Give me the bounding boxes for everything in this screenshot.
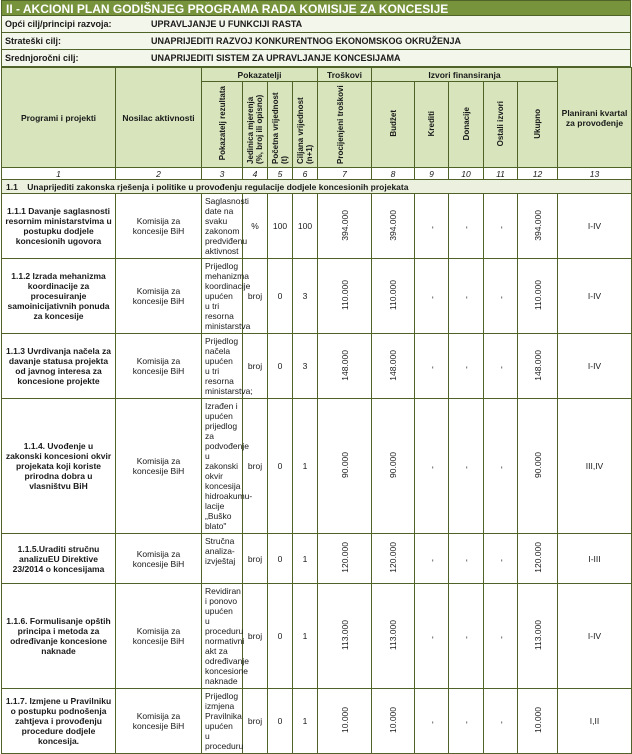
budget-cell	[372, 689, 415, 754]
header-estimated-costs	[318, 82, 372, 168]
header-result-indicator	[202, 82, 243, 168]
strategic-goal-row	[1, 33, 631, 50]
section-heading	[2, 180, 632, 194]
total-cell-text: 394.000	[532, 209, 543, 241]
budget-cell	[372, 259, 415, 334]
header-budget-text: Budžet	[388, 110, 398, 137]
column-number: 5	[268, 168, 293, 180]
header-funding-sources: Izvori finansiranja	[372, 68, 558, 82]
planned-quarter-cell: I,II	[558, 689, 632, 754]
target-value-cell: 1	[293, 399, 318, 534]
donations-cell-text: -	[461, 721, 471, 724]
estimated-costs-cell	[318, 399, 372, 534]
table-body	[2, 168, 632, 754]
budget-cell	[372, 334, 415, 399]
header-holder: Nosilac aktivnosti	[116, 68, 202, 168]
header-target-value-text: Ciljana vrijednost (n+1)	[296, 96, 314, 164]
estimated-costs-cell-text: 10.000	[339, 707, 350, 733]
donations-cell	[449, 194, 484, 259]
result-indicator-cell: Prijedlog načela upućen u tri resorna ministarstva;	[202, 334, 243, 399]
loans-cell	[415, 259, 449, 334]
target-value-cell: 1	[293, 584, 318, 689]
estimated-costs-cell-text: 120.000	[339, 542, 350, 573]
general-goal-row	[1, 16, 631, 33]
planned-quarter-cell: I-IV	[558, 584, 632, 689]
other-sources-cell	[484, 689, 518, 754]
total-cell	[518, 689, 558, 754]
goal-value: UNAPRIJEDITI SISTEM ZA UPRAVLJANJE KONCESIJAMA	[151, 53, 401, 63]
estimated-costs-cell-text: 110.000	[339, 279, 350, 311]
holder-cell: Komisija za koncesije BiH	[116, 259, 202, 334]
loans-cell	[415, 194, 449, 259]
total-cell-text: 113.000	[532, 619, 543, 651]
budget-cell	[372, 399, 415, 534]
donations-cell-text: -	[461, 466, 471, 469]
loans-cell-text: -	[426, 466, 437, 469]
donations-cell	[449, 259, 484, 334]
column-number: 2	[116, 168, 202, 180]
initial-value-cell: 0	[268, 689, 293, 754]
total-cell	[518, 194, 558, 259]
result-indicator-cell: Revidiran i ponovo upućen u proceduru normativni akt za određivanje koncesione naknade	[202, 584, 243, 689]
result-indicator-cell: Prijedlog izmjena Pravilnika upućen u proceduru	[202, 689, 243, 754]
header-other-sources-text: Ostali izvori	[496, 100, 505, 147]
donations-cell-text: -	[461, 558, 471, 562]
initial-value-cell: 0	[268, 334, 293, 399]
header-budget	[372, 82, 415, 168]
loans-cell	[415, 534, 449, 584]
loans-cell	[415, 689, 449, 754]
unit-cell: broj	[243, 334, 268, 399]
program-cell: 1.1.2 Izrada mehanizma koordinacije za procesuiranje samoinicijativnih ponuda za koncesije	[2, 259, 116, 334]
donations-cell-text: -	[461, 296, 471, 299]
header-estimated-costs-text: Procijenjeni troškovi	[335, 84, 345, 164]
header-other-sources	[484, 82, 518, 168]
program-cell: 1.1.7. Izmjene u Pravilniku o postupku podnošenja zahtjeva i provođenju procedure dodjele koncesija.	[2, 689, 116, 754]
loans-cell-text: -	[426, 366, 437, 369]
column-number: 8	[372, 168, 415, 180]
donations-cell-text: -	[461, 636, 471, 639]
loans-cell-text: -	[426, 296, 437, 299]
header-total	[518, 82, 558, 168]
section-row	[2, 180, 632, 194]
loans-cell-text: -	[426, 636, 437, 639]
table-row	[2, 534, 632, 584]
budget-cell	[372, 534, 415, 584]
midterm-goal-row	[1, 50, 631, 67]
goal-label: Opći cilj/principi razvoja:	[5, 19, 112, 29]
total-cell-text: 120.000	[532, 542, 543, 573]
program-cell: 1.1.4. Uvođenje u zakonski koncesioni okvir projekata koji koriste prirodna dobra u vlasništvu BiH	[2, 399, 116, 534]
budget-cell-text: 110.000	[388, 279, 398, 311]
holder-cell: Komisija za koncesije BiH	[116, 584, 202, 689]
planned-quarter-cell: I-III	[558, 534, 632, 584]
loans-cell	[415, 584, 449, 689]
other-sources-cell	[484, 584, 518, 689]
table-row	[2, 399, 632, 534]
total-cell	[518, 534, 558, 584]
goal-value: UPRAVLJANJE U FUNKCIJI RASTA	[151, 19, 303, 29]
other-sources-cell-text: -	[495, 366, 506, 369]
holder-cell: Komisija za koncesije BiH	[116, 534, 202, 584]
column-number: 6	[293, 168, 318, 180]
header-donations-text: Donacije	[461, 106, 471, 141]
header-result-indicator-text: Pokazatelj rezultata	[217, 86, 227, 161]
donations-cell	[449, 584, 484, 689]
estimated-costs-cell-text: 90.000	[339, 452, 350, 478]
target-value-cell: 1	[293, 689, 318, 754]
other-sources-cell	[484, 334, 518, 399]
total-cell-text: 10.000	[532, 707, 543, 733]
loans-cell	[415, 399, 449, 534]
target-value-cell: 3	[293, 334, 318, 399]
table-row	[2, 689, 632, 754]
planned-quarter-cell: I-IV	[558, 259, 632, 334]
other-sources-cell	[484, 194, 518, 259]
donations-cell-text: -	[461, 226, 471, 229]
result-indicator-cell: Prijedlog mehanizma koordinacije upućen u tri resorna ministarstva	[202, 259, 243, 334]
holder-cell: Komisija za koncesije BiH	[116, 399, 202, 534]
header-initial-value-text: Početna vrijednost (t)	[271, 91, 289, 164]
unit-cell: broj	[243, 584, 268, 689]
other-sources-cell-text: -	[495, 636, 506, 639]
planned-quarter-cell: I-IV	[558, 334, 632, 399]
total-cell	[518, 259, 558, 334]
estimated-costs-cell	[318, 584, 372, 689]
goal-label: Srednjoročni cilj:	[5, 53, 79, 63]
initial-value-cell: 0	[268, 259, 293, 334]
header-loans	[415, 82, 449, 168]
page-title: II - AKCIONI PLAN GODIŠNJEG PROGRAMA RADA KOMISIJE ZA KONCESIJE	[1, 0, 631, 16]
header-planned-quarter: Planirani kvartal za provođenje	[558, 68, 632, 168]
total-cell	[518, 334, 558, 399]
holder-cell: Komisija za koncesije BiH	[116, 689, 202, 754]
column-number: 1	[2, 168, 116, 180]
planned-quarter-cell: I-IV	[558, 194, 632, 259]
program-cell: 1.1.1 Davanje saglasnosti resornim ministarstvima u postupku dodjele koncesionih ugovora	[2, 194, 116, 259]
total-cell-text: 148.000	[532, 349, 543, 381]
other-sources-cell	[484, 259, 518, 334]
budget-cell-text: 113.000	[388, 619, 398, 651]
column-number: 13	[558, 168, 632, 180]
header-loans-text: Krediti	[427, 110, 436, 137]
estimated-costs-cell	[318, 334, 372, 399]
total-cell	[518, 584, 558, 689]
total-cell	[518, 399, 558, 534]
unit-cell: broj	[243, 399, 268, 534]
estimated-costs-cell-text: 148.000	[339, 349, 350, 381]
budget-cell	[372, 584, 415, 689]
column-number: 7	[318, 168, 372, 180]
other-sources-cell-text: -	[495, 721, 506, 724]
budget-cell-text: 120.000	[388, 542, 398, 573]
result-indicator-cell: Izrađen i upućen prijedlog za podvođenje u zakonski okvir koncesija hidroakumu-lacije „Buško blato"	[202, 399, 243, 534]
initial-value-cell: 0	[268, 399, 293, 534]
loans-cell-text: -	[426, 558, 437, 562]
goal-label: Strateški cilj:	[5, 36, 62, 46]
estimated-costs-cell	[318, 534, 372, 584]
other-sources-cell-text: -	[495, 296, 506, 299]
header-unit	[243, 82, 268, 168]
other-sources-cell-text: -	[495, 558, 506, 562]
column-number: 3	[202, 168, 243, 180]
budget-cell-text: 148.000	[388, 349, 398, 381]
program-cell: 1.1.5.Uraditi stručnu analizuEU Direktive 23/2014 o koncesijama	[2, 534, 116, 584]
goal-value: UNAPRIJEDITI RAZVOJ KONKURENTNOG EKONOMSKOG OKRUŽENJA	[151, 36, 462, 46]
target-value-cell: 1	[293, 534, 318, 584]
loans-cell-text: -	[426, 226, 437, 229]
table-row	[2, 259, 632, 334]
donations-cell	[449, 334, 484, 399]
action-plan-table	[1, 67, 632, 754]
donations-cell	[449, 399, 484, 534]
section-number: 1.1	[6, 181, 18, 192]
other-sources-cell	[484, 534, 518, 584]
column-number: 9	[415, 168, 449, 180]
column-number: 4	[243, 168, 268, 180]
target-value-cell: 100	[293, 194, 318, 259]
donations-cell-text: -	[461, 366, 471, 369]
total-cell-text: 110.000	[532, 279, 543, 311]
initial-value-cell: 100	[268, 194, 293, 259]
estimated-costs-cell	[318, 689, 372, 754]
result-indicator-cell: Saglasnosti date na svaku zakonom predviđenu aktivnost	[202, 194, 243, 259]
other-sources-cell-text: -	[495, 466, 506, 469]
holder-cell: Komisija za koncesije BiH	[116, 194, 202, 259]
estimated-costs-cell	[318, 259, 372, 334]
budget-cell	[372, 194, 415, 259]
other-sources-cell	[484, 399, 518, 534]
result-indicator-cell: Stručna analiza-izvještaj	[202, 534, 243, 584]
column-number: 12	[518, 168, 558, 180]
action-plan-page	[1, 0, 631, 751]
table-row	[2, 334, 632, 399]
donations-cell	[449, 534, 484, 584]
donations-cell	[449, 689, 484, 754]
loans-cell	[415, 334, 449, 399]
budget-cell-text: 90.000	[388, 452, 398, 478]
estimated-costs-cell-text: 113.000	[339, 619, 350, 651]
holder-cell: Komisija za koncesije BiH	[116, 334, 202, 399]
header-donations	[449, 82, 484, 168]
budget-cell-text: 10.000	[388, 707, 398, 733]
table-row	[2, 584, 632, 689]
program-cell: 1.1.6. Formulisanje opštih principa i metoda za određivanje koncesione naknade	[2, 584, 116, 689]
unit-cell: broj	[243, 534, 268, 584]
total-cell-text: 90.000	[532, 452, 543, 478]
unit-cell: %	[243, 194, 268, 259]
header-total-text: Ukupno	[533, 108, 542, 139]
table-row	[2, 194, 632, 259]
column-number: 11	[484, 168, 518, 180]
column-number: 10	[449, 168, 484, 180]
initial-value-cell: 0	[268, 534, 293, 584]
budget-cell-text: 394.000	[388, 209, 398, 241]
header-target-value	[293, 82, 318, 168]
initial-value-cell: 0	[268, 584, 293, 689]
header-indicators: Pokazatelji	[202, 68, 318, 82]
unit-cell: broj	[243, 259, 268, 334]
header-costs: Troškovi	[318, 68, 372, 82]
other-sources-cell-text: -	[495, 226, 506, 229]
program-cell: 1.1.3 Uvrdivanja načela za davanje statusa projekta od javnog interesa za koncesione projekte	[2, 334, 116, 399]
header-programs: Programi i projekti	[2, 68, 116, 168]
estimated-costs-cell	[318, 194, 372, 259]
planned-quarter-cell: III,IV	[558, 399, 632, 534]
header-initial-value	[268, 82, 293, 168]
column-number-row	[2, 168, 632, 180]
estimated-costs-cell-text: 394.000	[339, 209, 350, 241]
loans-cell-text: -	[426, 721, 437, 724]
target-value-cell: 3	[293, 259, 318, 334]
unit-cell: broj	[243, 689, 268, 754]
section-text: Unaprijediti zakonska rješenja i politike u provođenju regulacije dodjele koncesionih projekata	[27, 181, 409, 192]
header-unit-text: Jedinica mjerenja (%, broj ili opisno)	[246, 94, 264, 164]
